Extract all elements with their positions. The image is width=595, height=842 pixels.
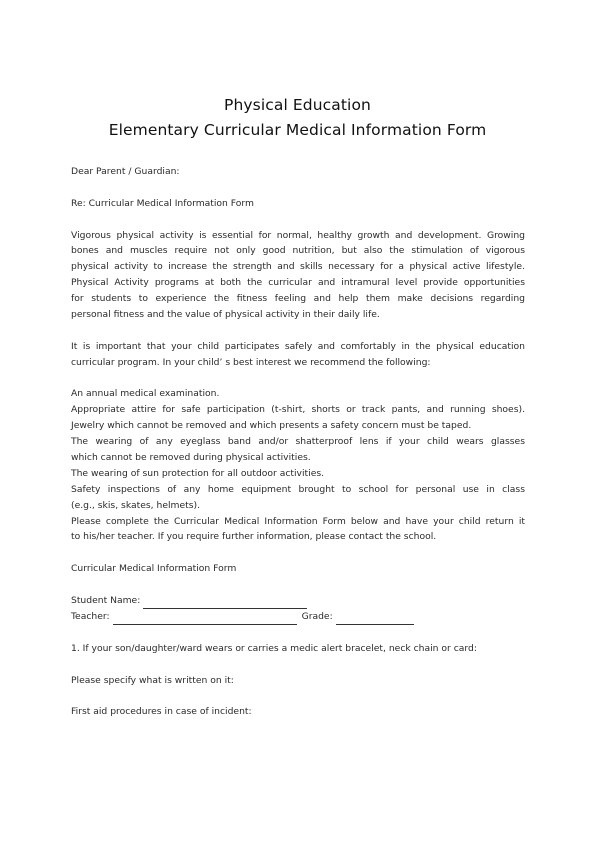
paragraph-line: curricular program. In your child’ s best interest we recommend the following: (71, 356, 431, 368)
paragraph-line: It is important that your child participates safely and comfortably in the physical education (71, 340, 525, 352)
grade-field[interactable] (336, 614, 414, 625)
greeting: Dear Parent / Guardian: (71, 166, 180, 177)
document-subtitle: Elementary Curricular Medical Information Form (108, 121, 487, 139)
letter-body (71, 164, 525, 720)
recommendation-item: An annual medical examination. (71, 388, 220, 400)
paragraph-line: physical activity to increase the strength and skills necessary for a physical active lifestyle. (71, 261, 525, 273)
student-name-row (71, 593, 525, 609)
recommendation-item: The wearing of sun protection for all outdoor activities. (71, 467, 325, 479)
form-heading: Curricular Medical Information Form (71, 563, 237, 575)
recommendation-item: Safety inspections of any home equipment brought to school for personal use in class (71, 483, 525, 495)
question-1: 1. If your son/daughter/ward wears or carries a medic alert bracelet, neck chain or card: (71, 642, 477, 654)
paragraph-line: for students to experience the fitness feeling and help them make decisions regarding (71, 293, 525, 305)
paragraph-importance (71, 339, 525, 371)
recommendation-item: Please complete the Curricular Medical Information Form below and have your child return it (71, 515, 525, 527)
paragraph-line: Vigorous physical activity is essential for normal, healthy growth and development. Growing (71, 229, 525, 241)
recommendation-item: to his/her teacher. If you require further information, please contact the school. (71, 531, 437, 543)
teacher-field[interactable] (113, 614, 297, 625)
paragraph-line: personal fitness and the value of physical activity in their daily life. (71, 309, 380, 321)
paragraph-intro (71, 228, 525, 323)
recommendation-item: Appropriate attire for safe participation (t-shirt, shorts or track pants, and running shoes). (71, 404, 525, 416)
grade-label: Grade: (301, 610, 333, 622)
recommendation-item: (e.g., skis, skates, helmets). (71, 499, 201, 511)
teacher-grade-row (71, 609, 525, 625)
paragraph-line: Physical Activity programs at both the curricular and intramural level provide opportunities (71, 277, 525, 289)
recommendations-list (71, 386, 525, 545)
specify-label: Please specify what is written on it: (71, 674, 234, 686)
student-name-field[interactable] (143, 598, 307, 609)
paragraph-line: bones and muscles require not only good nutrition, but also the stimulation of vigorous (71, 245, 525, 257)
re-line: Re: Curricular Medical Information Form (71, 197, 254, 209)
document-title: Physical Education (224, 96, 371, 114)
student-name-label: Student Name: (71, 595, 141, 607)
recommendation-item: which cannot be removed during physical activities. (71, 452, 311, 464)
first-aid-label: First aid procedures in case of incident: (71, 706, 252, 718)
teacher-label: Teacher: (71, 610, 110, 622)
recommendation-item: The wearing of any eyeglass band and/or shatterproof lens if your child wears glasses (71, 436, 525, 448)
recommendation-item: Jewelry which cannot be removed and which presents a safety concern must be taped. (71, 420, 472, 432)
